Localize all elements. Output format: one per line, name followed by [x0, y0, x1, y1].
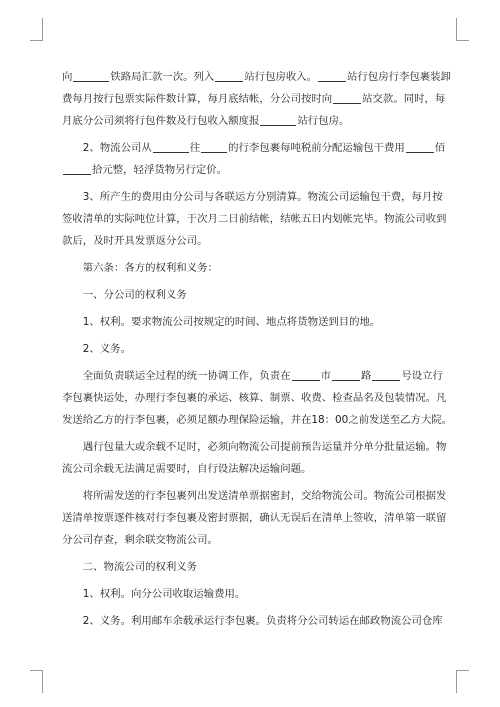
text: 二、物流公司的权利义务 — [82, 561, 198, 573]
text: 2、义务。利用邮车余载承运行李包裹。负责将分公司转运在邮政物流公司仓库 — [82, 615, 443, 627]
paraB-line2 — [62, 458, 442, 480]
section2-right — [62, 583, 442, 605]
text: 的行李包裹每吨税前分配运输包干费用 — [228, 142, 405, 154]
paraA-line1 — [62, 365, 442, 387]
text: 1、权利。要求物流公司按规定的时间、地点将货物送到目的地。 — [82, 316, 381, 328]
section2-heading — [62, 556, 442, 578]
crop-mark-bottom-left — [30, 670, 43, 693]
text: 月底分公司须将行包件数及行包收入额度报 — [62, 115, 260, 127]
text: 分公司存查，剩余联交物流公司。 — [62, 534, 218, 546]
fill-blank[interactable] — [332, 368, 360, 381]
paraA-line2 — [62, 387, 447, 409]
para3-line1 — [62, 186, 442, 208]
fill-blank[interactable] — [333, 91, 361, 104]
text: 拾元整，轻浮货物另行定价。 — [92, 164, 228, 176]
fill-blank[interactable] — [63, 162, 91, 175]
paraC-line3 — [62, 529, 442, 551]
fill-blank[interactable] — [406, 140, 434, 153]
fill-blank[interactable] — [73, 69, 109, 82]
paraA-line3 — [62, 409, 453, 431]
fill-blank[interactable] — [292, 368, 320, 381]
text: 号设立行 — [401, 370, 443, 382]
text: 全面负责联运全过程的统一协调工作，负责在 — [82, 370, 291, 382]
text: 站行包房。 — [297, 115, 350, 127]
text: 佰 — [434, 142, 446, 154]
fill-blank[interactable] — [260, 113, 296, 126]
text: 向 — [62, 71, 73, 83]
para2-line2 — [62, 159, 442, 181]
para3-line2 — [62, 208, 447, 230]
paraC-line1 — [62, 485, 447, 507]
fill-blank[interactable] — [215, 69, 243, 82]
article6-heading — [62, 257, 442, 279]
document-page — [62, 66, 453, 632]
text: 遇行包量大或余载不足时，必须向物流公司提前预告运量并分单分批量运输。物 — [82, 441, 447, 453]
text: 1、权利。向分公司收取运输费用。 — [82, 588, 246, 600]
text: 铁路局汇款一次。列入 — [110, 71, 215, 83]
text: 一、分公司的权利义务 — [82, 289, 187, 301]
text: 市 — [320, 370, 331, 382]
text: 站行包房行李包裹装卸 — [347, 71, 451, 83]
text: 往 — [189, 142, 201, 154]
text: 2、物流公司从 — [82, 142, 152, 154]
section1-right — [62, 311, 442, 333]
para1-line1 — [62, 66, 451, 88]
paraB-line1 — [62, 436, 447, 458]
text: 发送给乙方的行李包裹，必须足额办理保险运输，并在18：00之前发送至乙方大院。 — [62, 414, 453, 426]
text: 将所需发送的行李包裹列出发送清单票据密封，交给物流公司。物流公司根据发 — [82, 490, 447, 502]
text: 李包裹快运处，办理行李包裹的承运、核算、制票、收费、检查品名及包装情况。凡 — [62, 392, 447, 404]
text: 费每月按行包票实际件数计算，每月底结帐，分公司按时向 — [62, 93, 333, 105]
para3-line3 — [62, 230, 442, 252]
crop-mark-top-right — [456, 18, 469, 41]
fill-blank[interactable] — [153, 140, 189, 153]
fill-blank[interactable] — [372, 368, 400, 381]
paraC-line2 — [62, 507, 447, 529]
section1-duty — [62, 338, 442, 360]
para1-line3 — [62, 110, 442, 132]
para1-line2 — [62, 88, 446, 110]
crop-mark-top-left — [30, 18, 43, 41]
fill-blank[interactable] — [201, 140, 227, 153]
section1-heading — [62, 284, 442, 306]
text: 款后，及时开具发票返分公司。 — [62, 235, 208, 247]
para2-line1 — [62, 137, 446, 159]
text: 送清单按票逐件核对行李包裹及密封票据，确认无误后在清单上签收，清单第一联留 — [62, 512, 447, 524]
text: 3、所产生的费用由分公司与各联运方分别清算。物流公司运输包干费，每月按 — [82, 191, 443, 203]
crop-mark-bottom-right — [456, 670, 469, 693]
section2-duty — [62, 610, 442, 632]
text: 站行包房收入。 — [244, 71, 318, 83]
fill-blank[interactable] — [318, 69, 346, 82]
text: 签收清单的实际吨位计算，于次月二日前结帐，结帐五日内划帐完毕。物流公司收到 — [62, 213, 447, 225]
text: 第六条：各方的权利和义务： — [82, 262, 218, 274]
text: 2、义务。 — [82, 343, 131, 355]
text: 路 — [360, 370, 372, 382]
text: 站交款。同时，每 — [362, 93, 446, 105]
text: 流公司余载无法满足需要时，自行设法解决运输问题。 — [62, 463, 312, 475]
